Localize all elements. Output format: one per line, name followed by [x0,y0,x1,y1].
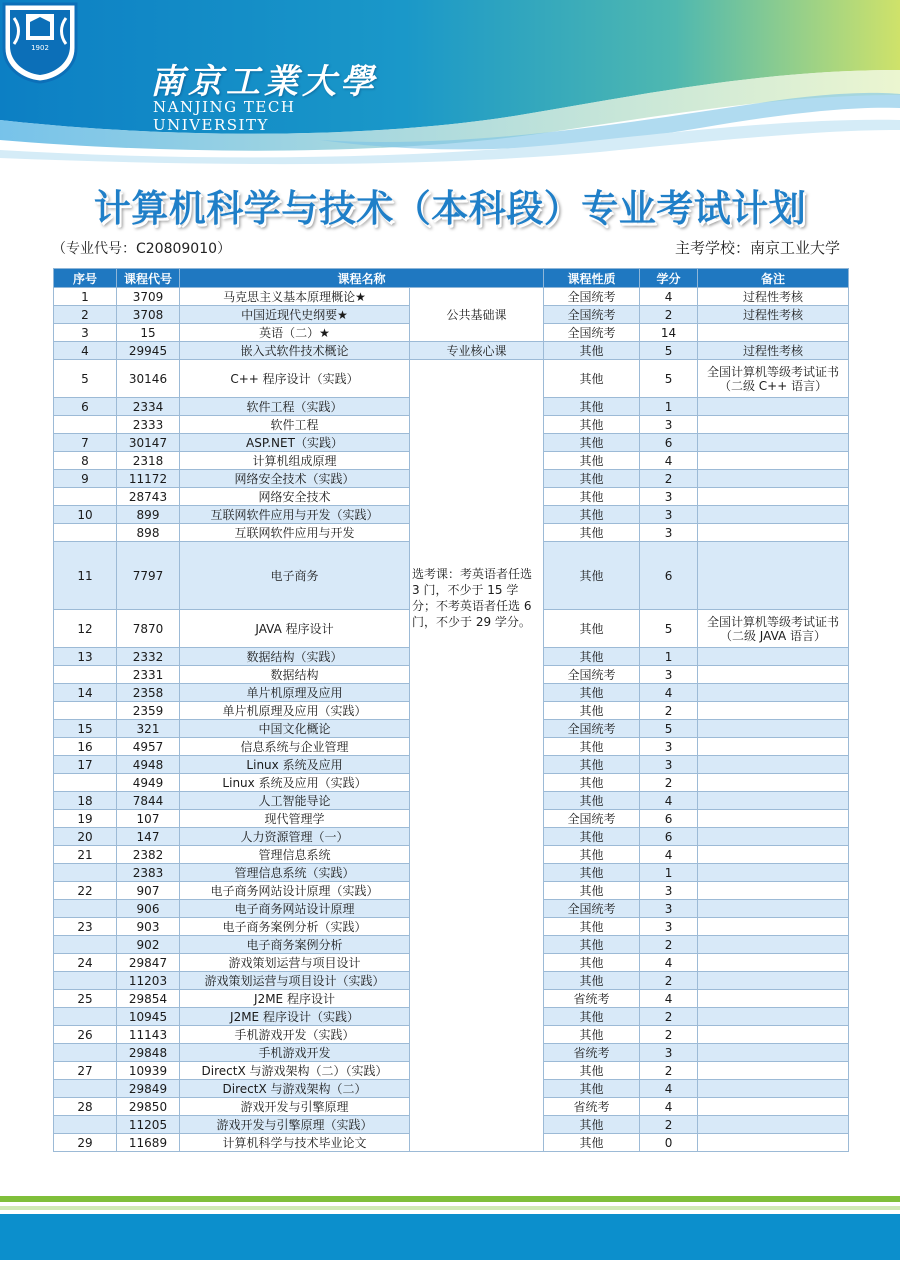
cell-no: 12 [54,610,117,648]
cell-name: 游戏开发与引擎原理（实践） [180,1116,410,1134]
cell-no [54,1116,117,1134]
university-emblem-icon [0,0,80,84]
cell-name: 单片机原理及应用（实践） [180,702,410,720]
cell-code: 28743 [117,488,180,506]
cell-note [698,828,849,846]
cell-credit: 4 [640,1098,698,1116]
cell-credit: 14 [640,324,698,342]
cell-no [54,936,117,954]
cell-code: 29847 [117,954,180,972]
cell-note: 过程性考核 [698,342,849,360]
cell-credit: 1 [640,648,698,666]
cell-name: 管理信息系统 [180,846,410,864]
cell-type: 其他 [544,434,640,452]
cell-name: 单片机原理及应用 [180,684,410,702]
cell-name: DirectX 与游戏架构（二）（实践） [180,1062,410,1080]
cell-type: 其他 [544,864,640,882]
cell-name: 管理信息系统（实践） [180,864,410,882]
cell-name: DirectX 与游戏架构（二） [180,1080,410,1098]
cell-category [410,360,544,1152]
cell-type: 其他 [544,702,640,720]
col-header-no: 序号 [54,269,117,288]
elective-note: 选考课：考英语者任选 3 门，不少于 15 学分；不考英语者任选 6 门，不少于 29 学分。 [412,567,533,629]
cell-type: 其他 [544,792,640,810]
cell-name: 英语（二）★ [180,324,410,342]
cell-code: 7797 [117,542,180,610]
cell-no: 2 [54,306,117,324]
cell-credit: 1 [640,864,698,882]
cell-type: 其他 [544,506,640,524]
cell-no [54,524,117,542]
cell-name: 电子商务网站设计原理（实践） [180,882,410,900]
cell-name: 游戏策划运营与项目设计（实践） [180,972,410,990]
cell-no [54,900,117,918]
cell-type: 全国统考 [544,900,640,918]
cell-code: 3709 [117,288,180,306]
cell-no: 24 [54,954,117,972]
cell-credit: 3 [640,882,698,900]
cell-code: 2359 [117,702,180,720]
table-row [54,342,849,360]
cell-type: 其他 [544,954,640,972]
cell-credit: 3 [640,918,698,936]
cell-note [698,524,849,542]
cell-note [698,416,849,434]
cell-type: 其他 [544,360,640,398]
cell-type: 其他 [544,684,640,702]
cell-no [54,416,117,434]
col-header-credit: 学分 [640,269,698,288]
cell-code: 7870 [117,610,180,648]
cell-credit: 4 [640,792,698,810]
cell-credit: 3 [640,416,698,434]
cell-no: 8 [54,452,117,470]
cell-name: 网络安全技术 [180,488,410,506]
cell-code: 11205 [117,1116,180,1134]
cell-credit: 3 [640,488,698,506]
cell-type: 其他 [544,1062,640,1080]
cell-code: 2383 [117,864,180,882]
cell-note [698,864,849,882]
cell-name: 人工智能导论 [180,792,410,810]
cell-credit: 2 [640,470,698,488]
cell-no: 20 [54,828,117,846]
cell-credit: 6 [640,542,698,610]
cell-code: 321 [117,720,180,738]
cell-type: 其他 [544,1080,640,1098]
cell-note [698,936,849,954]
cell-no [54,1044,117,1062]
cell-no: 19 [54,810,117,828]
cell-code: 10945 [117,1008,180,1026]
logo-en-line1: NANJING TECH [153,98,296,116]
cell-note [698,774,849,792]
logo-english-name [153,98,295,134]
cell-note [698,470,849,488]
cell-name: 电子商务案例分析（实践） [180,918,410,936]
cell-credit: 3 [640,756,698,774]
cell-name: 中国近现代史纲要★ [180,306,410,324]
cell-credit: 2 [640,936,698,954]
cell-type: 其他 [544,1116,640,1134]
cell-name: 手机游戏开发（实践） [180,1026,410,1044]
cell-note [698,900,849,918]
cell-code: 30146 [117,360,180,398]
cell-name: 现代管理学 [180,810,410,828]
host-school: 主考学校：南京工业大学 [674,239,840,257]
cell-name: 人力资源管理（一） [180,828,410,846]
cell-note [698,702,849,720]
cell-no: 16 [54,738,117,756]
cell-credit: 4 [640,1080,698,1098]
cell-credit: 3 [640,1044,698,1062]
cell-no: 25 [54,990,117,1008]
cell-name: JAVA 程序设计 [180,610,410,648]
cell-note [698,1134,849,1152]
cell-no [54,488,117,506]
cell-code: 10939 [117,1062,180,1080]
cell-name: J2ME 程序设计 [180,990,410,1008]
cell-code: 107 [117,810,180,828]
cell-no [54,774,117,792]
cell-type: 全国统考 [544,288,640,306]
cell-no: 9 [54,470,117,488]
cell-credit: 3 [640,738,698,756]
cell-note [698,684,849,702]
cell-no [54,864,117,882]
cell-no: 21 [54,846,117,864]
cell-type: 其他 [544,1134,640,1152]
cell-credit: 2 [640,972,698,990]
cell-name: 中国文化概论 [180,720,410,738]
cell-type: 全国统考 [544,720,640,738]
cell-name: Linux 系统及应用（实践） [180,774,410,792]
cell-note [698,488,849,506]
cell-no: 11 [54,542,117,610]
cell-credit: 4 [640,990,698,1008]
cell-credit: 2 [640,1008,698,1026]
cell-code: 15 [117,324,180,342]
cell-credit: 1 [640,398,698,416]
cell-code: 147 [117,828,180,846]
col-header-name: 课程名称 [180,269,544,288]
cell-name: 嵌入式软件技术概论 [180,342,410,360]
cell-no: 10 [54,506,117,524]
cell-type: 其他 [544,488,640,506]
cell-name: J2ME 程序设计（实践） [180,1008,410,1026]
cell-no: 15 [54,720,117,738]
cell-credit: 5 [640,342,698,360]
cell-name: 互联网软件应用与开发（实践） [180,506,410,524]
cell-note [698,1062,849,1080]
cell-credit: 2 [640,774,698,792]
table-row [54,360,849,398]
cell-name: 马克思主义基本原理概论★ [180,288,410,306]
cell-code: 2318 [117,452,180,470]
cell-name: 软件工程 [180,416,410,434]
cell-no [54,1080,117,1098]
cell-credit: 2 [640,306,698,324]
logo-chinese-name: 南京工業大學 [150,62,378,102]
cell-credit: 2 [640,702,698,720]
cell-no: 26 [54,1026,117,1044]
cell-credit: 5 [640,360,698,398]
cell-code: 3708 [117,306,180,324]
cell-note [698,542,849,610]
cell-type: 其他 [544,918,640,936]
cell-type: 其他 [544,828,640,846]
cell-code: 2382 [117,846,180,864]
cell-note [698,648,849,666]
cell-no [54,1008,117,1026]
cell-credit: 3 [640,506,698,524]
cell-type: 全国统考 [544,810,640,828]
cell-type: 省统考 [544,1044,640,1062]
cell-type: 全国统考 [544,306,640,324]
cell-type: 其他 [544,416,640,434]
cell-credit: 4 [640,452,698,470]
cell-type: 其他 [544,972,640,990]
cell-no [54,702,117,720]
cell-no: 18 [54,792,117,810]
cell-code: 11143 [117,1026,180,1044]
cell-note [698,452,849,470]
cell-credit: 6 [640,434,698,452]
cell-no [54,972,117,990]
cell-code: 11172 [117,470,180,488]
cell-note [698,972,849,990]
cell-code: 4948 [117,756,180,774]
cell-note [698,666,849,684]
cell-code: 11203 [117,972,180,990]
cell-note [698,506,849,524]
cell-note [698,1116,849,1134]
cell-name: C++ 程序设计（实践） [180,360,410,398]
major-code: （专业代号：C20809010） [52,241,232,257]
cell-note [698,756,849,774]
cell-credit: 4 [640,684,698,702]
cell-category: 公共基础课 [410,288,544,342]
cell-note [698,954,849,972]
footer-bar [0,1196,900,1260]
cell-type: 其他 [544,774,640,792]
cell-type: 省统考 [544,1098,640,1116]
cell-note [698,434,849,452]
cell-name: 电子商务案例分析 [180,936,410,954]
cell-note: 过程性考核 [698,306,849,324]
cell-category: 专业核心课 [410,342,544,360]
cell-type: 其他 [544,648,640,666]
cell-no: 1 [54,288,117,306]
cell-type: 其他 [544,882,640,900]
emblem-year: 1902 [31,44,49,52]
cell-credit: 5 [640,720,698,738]
cell-code: 2334 [117,398,180,416]
cell-type: 其他 [544,756,640,774]
cell-credit: 4 [640,288,698,306]
cell-credit: 2 [640,1062,698,1080]
cell-type: 其他 [544,1026,640,1044]
cell-type: 其他 [544,846,640,864]
cell-credit: 0 [640,1134,698,1152]
cell-code: 898 [117,524,180,542]
col-header-code: 课程代号 [117,269,180,288]
cell-note [698,1008,849,1026]
cell-credit: 2 [640,1116,698,1134]
cell-code: 902 [117,936,180,954]
cell-type: 其他 [544,1008,640,1026]
cell-name: 互联网软件应用与开发 [180,524,410,542]
cell-name: 数据结构 [180,666,410,684]
cell-no: 22 [54,882,117,900]
cell-credit: 3 [640,900,698,918]
cell-note [698,398,849,416]
cell-note: 过程性考核 [698,288,849,306]
cell-note [698,810,849,828]
cell-no: 3 [54,324,117,342]
cell-credit: 4 [640,954,698,972]
cell-note [698,1080,849,1098]
cell-code: 11689 [117,1134,180,1152]
cell-type: 其他 [544,398,640,416]
cell-credit: 5 [640,610,698,648]
cell-name: 计算机组成原理 [180,452,410,470]
cell-code: 903 [117,918,180,936]
cell-code: 4949 [117,774,180,792]
cell-note [698,1098,849,1116]
cell-code: 2332 [117,648,180,666]
cell-note [698,1026,849,1044]
cell-code: 29850 [117,1098,180,1116]
cell-name: 信息系统与企业管理 [180,738,410,756]
col-header-type: 课程性质 [544,269,640,288]
cell-name: 软件工程（实践） [180,398,410,416]
cell-name: 电子商务 [180,542,410,610]
cell-code: 906 [117,900,180,918]
col-header-note: 备注 [698,269,849,288]
cell-no: 5 [54,360,117,398]
cell-type: 其他 [544,342,640,360]
table-row [54,288,849,306]
cell-note [698,324,849,342]
table-header-row [54,269,849,288]
cell-code: 30147 [117,434,180,452]
page-title: 计算机科学与技术（本科段）专业考试计划 [93,187,807,230]
cell-note [698,882,849,900]
cell-type: 省统考 [544,990,640,1008]
cell-type: 其他 [544,524,640,542]
cell-type: 其他 [544,542,640,610]
cell-name: Linux 系统及应用 [180,756,410,774]
cell-credit: 6 [640,828,698,846]
cell-code: 7844 [117,792,180,810]
cell-type: 全国统考 [544,666,640,684]
exam-plan-table [53,268,849,1152]
cell-code: 29848 [117,1044,180,1062]
cell-name: 游戏开发与引擎原理 [180,1098,410,1116]
cell-code: 29849 [117,1080,180,1098]
banner-background [0,0,900,165]
cell-name: ASP.NET（实践） [180,434,410,452]
cell-type: 全国统考 [544,324,640,342]
cell-note [698,1044,849,1062]
cell-name: 游戏策划运营与项目设计 [180,954,410,972]
cell-credit: 3 [640,524,698,542]
cell-credit: 6 [640,810,698,828]
cell-note [698,720,849,738]
cell-no: 28 [54,1098,117,1116]
cell-no [54,666,117,684]
cell-no: 29 [54,1134,117,1152]
cell-code: 29945 [117,342,180,360]
cell-credit: 3 [640,666,698,684]
cell-name: 计算机科学与技术毕业论文 [180,1134,410,1152]
cell-code: 899 [117,506,180,524]
cell-name: 网络安全技术（实践） [180,470,410,488]
cell-name: 电子商务网站设计原理 [180,900,410,918]
header-banner [0,0,900,165]
cell-credit: 4 [640,846,698,864]
cell-code: 2333 [117,416,180,434]
cell-note [698,990,849,1008]
cell-note: 全国计算机等级考试证书（二级 C++ 语言） [698,360,849,398]
cell-credit: 2 [640,1026,698,1044]
cell-code: 2331 [117,666,180,684]
cell-note [698,918,849,936]
cell-no: 4 [54,342,117,360]
cell-type: 其他 [544,610,640,648]
cell-code: 907 [117,882,180,900]
cell-type: 其他 [544,452,640,470]
cell-code: 4957 [117,738,180,756]
cell-no: 17 [54,756,117,774]
cell-no: 13 [54,648,117,666]
cell-no: 7 [54,434,117,452]
cell-note: 全国计算机等级考试证书（二级 JAVA 语言） [698,610,849,648]
cell-name: 数据结构（实践） [180,648,410,666]
cell-name: 手机游戏开发 [180,1044,410,1062]
cell-no: 6 [54,398,117,416]
cell-no: 27 [54,1062,117,1080]
cell-code: 2358 [117,684,180,702]
footer-decoration [0,1196,900,1260]
cell-type: 其他 [544,470,640,488]
cell-no: 23 [54,918,117,936]
cell-type: 其他 [544,738,640,756]
cell-note [698,738,849,756]
cell-no: 14 [54,684,117,702]
cell-code: 29854 [117,990,180,1008]
cell-note [698,846,849,864]
cell-note [698,792,849,810]
cell-type: 其他 [544,936,640,954]
logo-en-line2: UNIVERSITY [153,116,269,134]
